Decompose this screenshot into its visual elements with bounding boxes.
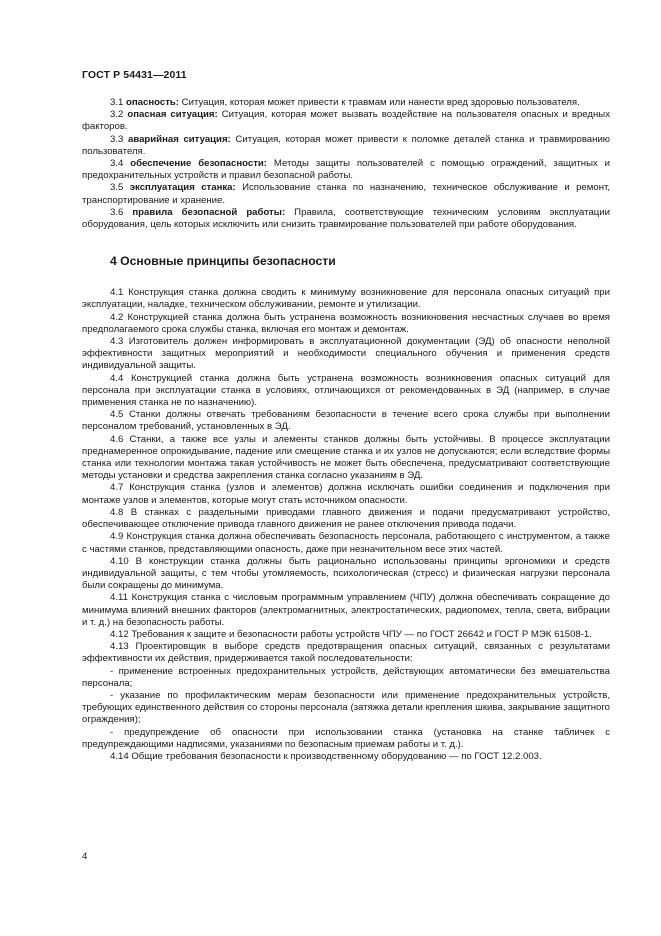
paragraph-4-8: 4.8 В станках с раздельными приводами главного движения и подачи предусматривают устройство, обеспечивающее отключение привода главного движения не ранее отключения привода подачи. <box>82 506 610 531</box>
section-paragraphs <box>82 287 610 763</box>
list-item: - применение встроенных предохранительных устройств, действующих автоматически без вмешательства персонала; <box>82 665 610 689</box>
paragraph-4-1: 4.1 Конструкция станка должна сводить к минимуму возникновение для персонала опасных ситуаций при эксплуатации, наладке, техническом обслуживании, ремонте и утилизации. <box>82 287 610 311</box>
section-title: 4 Основные принципы безопасности <box>110 254 336 269</box>
paragraph-4-6: 4.6 Станки, а также все узлы и элементы станков должны быть устойчивы. В процессе эксплуатации преднамеренное опрокидывание, падение или смещение станка и их узлов не допускаются; если вследствие формы станка или технологии монтажа такая устойчивость не может быть обеспечена, предусматривают соответствующие методы установки и средства закрепления станка согласно указаниям в ЭД. <box>82 433 610 482</box>
definition-3-4: 3.4 обеспечение безопасности: Методы защиты пользователей с помощью ограждений, защитных и предохранительных устройств и правил безопасной работы. <box>82 158 610 182</box>
paragraph-4-12: 4.12 Требования к защите и безопасности работы устройств ЧПУ — по ГОСТ 26642 и ГОСТ Р МЭК 61508-1. <box>110 628 592 640</box>
document-body <box>82 97 610 763</box>
paragraph-4-10: 4.10 В конструкции станка должны быть рационально использованы принципы эргономики и средств индивидуальной защиты, с тем чтобы утомляемость, психологическая (стресс) и физическая нагрузки персонала были сокращены до минимума. <box>82 555 610 592</box>
definitions-list <box>82 97 610 231</box>
paragraph-4-2: 4.2 Конструкцией станка должна быть устранена возможность возникновения несчастных случаев во время предполагаемого срока службы станка, включая его монтаж и демонтаж. <box>82 311 610 335</box>
paragraph-4-4: 4.4 Конструкцией станка должна быть устранена возможность возникновения опасных ситуаций для персонала при эксплуатации станка в условиях, отличающихся от рекомендованных в ЭД (например, в случае применения станка не по назначению). <box>82 372 610 409</box>
paragraph-4-14: 4.14 Общие требования безопасности к производственному оборудованию — по ГОСТ 12.2.003. <box>110 750 542 762</box>
paragraph-4-7: 4.7 Конструкция станка (узлов и элементов) должна исключать ошибки соединения и подключения при монтаже узлов и элементов, которые могут стать источником опасности. <box>82 482 610 506</box>
list-item: - предупреждение об опасности при использовании станка (установка на станке табличек с предупреждающими надписями, указаниями по безопасным приемам работы и т. д.). <box>82 726 610 750</box>
definition-3-2: 3.2 опасная ситуация: Ситуация, которая может вызвать воздействие на пользователя опасных и вредных факторов. <box>82 109 611 133</box>
page-number: 4 <box>82 851 88 862</box>
paragraph-4-13: 4.13 Проектировщик в выборе средств предотвращения опасных ситуаций, связанных с результатами эффективности их действия, придерживается такой последовательности: <box>82 641 610 665</box>
paragraph-4-11: 4.11 Конструкция станка с числовым программным управлением (ЧПУ) должна обеспечивать сокращение до минимума влияний внешних факторов (электромагнитных, электростатических, радиопомех, тепла, света, вибрации и т. д.) на безопасность работы. <box>82 592 610 628</box>
paragraph-4-9: 4.9 Конструкция станка должна обеспечивать безопасность персонала, работающего с инструментом, а также с частями станков, представляющими опасность, даже при незначительном весе этих частей. <box>82 531 610 555</box>
definition-3-1: 3.1 опасность: Ситуация, которая может привести к травмам или нанести вред здоровью пользователя. <box>110 97 580 108</box>
document-header: ГОСТ Р 54431—2011 <box>82 69 187 81</box>
definition-3-6: 3.6 правила безопасной работы: Правила, соответствующие техническим условиям эксплуатации оборудования, цель которых исключить или снизить травмирование пользователей при работе оборудования. <box>82 206 610 231</box>
paragraph-4-3: 4.3 Изготовитель должен информировать в эксплуатационной документации (ЭД) об опасности неполной эффективности защитных мероприятий и необходимости специального обучения и применения средств индивидуальной защиты. <box>82 336 610 372</box>
definition-3-5: 3.5 эксплуатация станка: Использование станка по назначению, техническое обслуживание и ремонт, транспортирование и хранение. <box>82 182 610 206</box>
definition-3-3: 3.3 аварийная ситуация: Ситуация, которая может привести к поломке деталей станка и травмированию пользователя. <box>82 133 610 157</box>
list-item: - указание по профилактическим мерам безопасности или применение предохранительных устройств, требующих единственного действия со стороны персонала (затяжка детали крепления шкива, закрывание защитного ограждения); <box>82 689 610 726</box>
paragraph-4-5: 4.5 Станки должны отвечать требованиям безопасности в течение всего срока службы при выполнении персоналом требований, установленных в ЭД. <box>82 409 610 433</box>
